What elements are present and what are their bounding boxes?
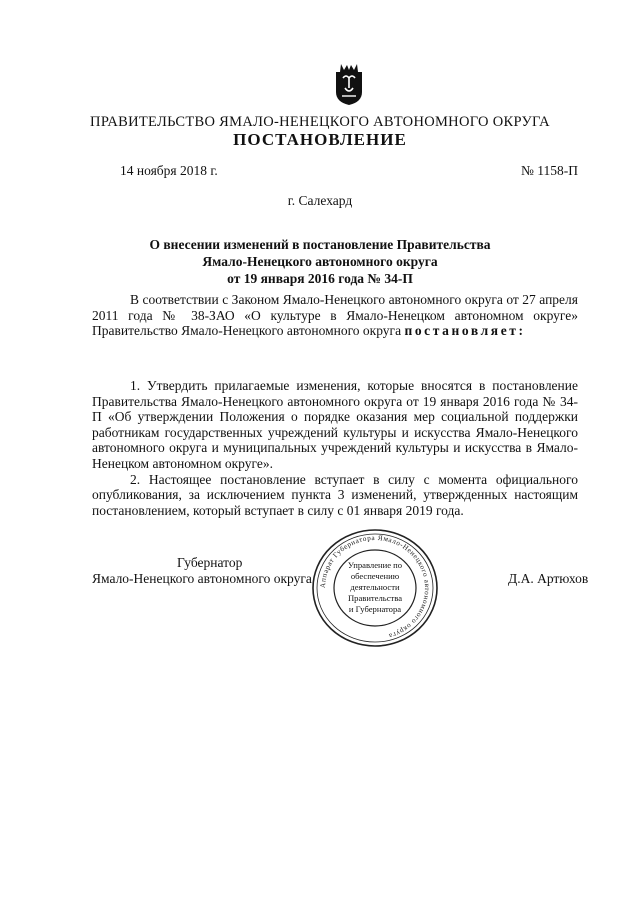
decree-items (92, 378, 578, 518)
signatory-title: Губернатор (177, 555, 243, 570)
stamp-line-5: и Губернатора (348, 604, 402, 614)
stamp-line-2: обеспечению (350, 571, 400, 581)
decree-item-2: 2. Настоящее постановление вступает в силу с момента официального опубликования, за исключением пункта 3 изменений, утвержденных настоящим постановлением, который вступает в силу с 01 января 2019 года. (92, 471, 578, 518)
stamp-line-3: деятельности (350, 582, 400, 592)
document-number: № 1158-П (521, 163, 578, 178)
document-city: г. Салехард (287, 193, 353, 208)
document-date: 14 ноября 2018 г. (120, 163, 218, 178)
decree-item-1: 1. Утвердить прилагаемые изменения, которые вносятся в постановление Правительства Ямало-Ненецкого автономного округа от 19 января 2016 года № 34-П «Об утверждении Положения о порядке оказания мер социальной поддержки работникам государственных учреждений культуры и искусства Ямало-Ненецкого автономного округа и муниципальных учреждений культуры и искусства в Ямало-Ненецком автономном округе». (92, 378, 578, 471)
resolves-word: постановляет: (404, 323, 526, 339)
stamp-line-4: Правительства (347, 593, 403, 603)
title-line-3: от 19 января 2016 года № 34-П (227, 271, 413, 286)
signatory-organization: Ямало-Ненецкого автономного округа (92, 571, 312, 586)
document-title (0, 236, 640, 287)
stamp-ring-text: Аппарат Губернатора Ямало-Ненецкого автономного округа (318, 533, 432, 641)
official-stamp (311, 528, 439, 648)
preamble-text: В соответствии с Законом Ямало-Ненецкого автономного округа от 27 апреля 2011 года № 38-ЗАО «О культуре в Ямало-Ненецком автономном округе» Правительство Ямало-Ненецкого автономного округа (92, 292, 578, 339)
document-type: ПОСТАНОВЛЕНИЕ (233, 130, 407, 149)
stamp-line-1: Управление по (347, 560, 403, 570)
title-line-2: Ямало-Ненецкого автономного округа (202, 254, 438, 269)
preamble (92, 292, 578, 339)
coat-of-arms-emblem (333, 62, 365, 106)
title-line-1: О внесении изменений в постановление Правительства (149, 237, 491, 252)
government-name: ПРАВИТЕЛЬСТВО ЯМАЛО-НЕНЕЦКОГО АВТОНОМНОГО ОКРУГА (90, 114, 550, 130)
signatory-name: Д.А. Артюхов (508, 571, 589, 586)
